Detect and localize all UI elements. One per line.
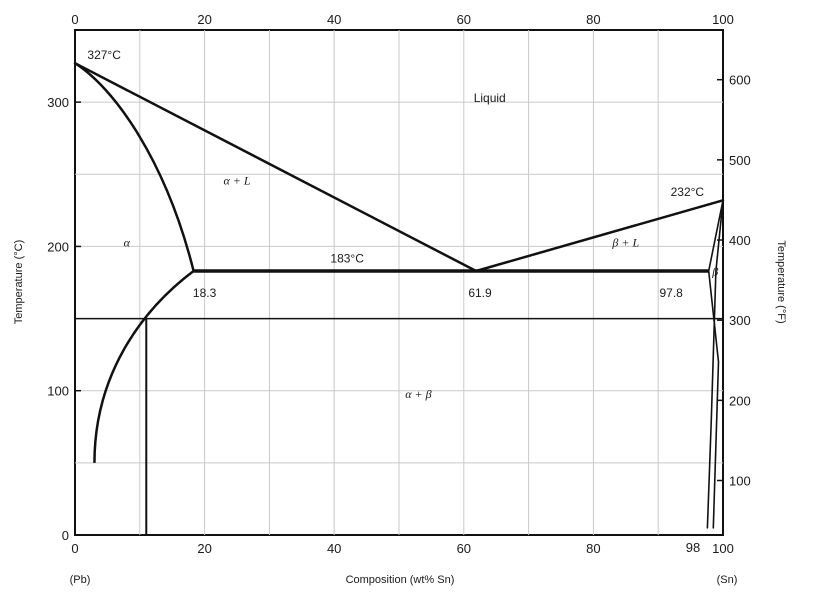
region-label: α + β bbox=[405, 386, 432, 401]
top-x-tick-label: 80 bbox=[586, 12, 601, 27]
x-left-end-label: (Pb) bbox=[69, 574, 91, 586]
bottom-extra-label: 98 bbox=[685, 540, 701, 555]
y-right-tick-label: 200 bbox=[729, 393, 751, 409]
x-right-end-label: (Sn) bbox=[716, 574, 738, 586]
x-tick-label: 0 bbox=[71, 541, 79, 556]
x-tick-label: 60 bbox=[456, 541, 472, 556]
y-tick-label: 200 bbox=[47, 239, 69, 255]
y-right-tick-label: 600 bbox=[729, 72, 751, 88]
x-axis-title: Composition (wt% Sn) bbox=[345, 574, 455, 586]
top-x-tick-label: 40 bbox=[326, 12, 342, 27]
x-tick-label: 40 bbox=[326, 541, 342, 556]
region-label: β + L bbox=[612, 235, 640, 250]
region-label: β bbox=[712, 264, 719, 279]
y-right-tick-label: 300 bbox=[729, 313, 751, 329]
region-label: α bbox=[123, 235, 130, 250]
x-tick-label: 20 bbox=[197, 541, 212, 556]
region-label: α + L bbox=[223, 173, 251, 188]
top-x-tick-label: 100 bbox=[712, 12, 734, 27]
top-x-tick-label: 0 bbox=[71, 12, 79, 27]
top-x-tick-label: 60 bbox=[456, 12, 472, 27]
region-label: Liquid bbox=[473, 91, 506, 106]
region-labels bbox=[87, 48, 718, 401]
y-tick-label: 100 bbox=[47, 383, 69, 399]
y-tick-label: 0 bbox=[61, 528, 69, 543]
alpha-solvus-line bbox=[94, 271, 193, 463]
y-tick-label: 300 bbox=[47, 95, 69, 111]
annotation-label: 18.3 bbox=[192, 285, 217, 300]
x-tick-label: 80 bbox=[586, 541, 601, 556]
annotation-label: 327°C bbox=[87, 47, 121, 62]
annotation-label: 61.9 bbox=[468, 285, 492, 300]
annotation-label: 183°C bbox=[330, 251, 364, 266]
top-x-tick-label: 20 bbox=[197, 12, 212, 27]
annotation-label: 232°C bbox=[670, 184, 705, 199]
y-right-tick-label: 400 bbox=[729, 233, 751, 249]
y-axis-left-title: Temperature (°C) bbox=[13, 239, 25, 325]
y-right-tick-label: 100 bbox=[729, 473, 751, 489]
annotation-label: 97.8 bbox=[659, 285, 683, 300]
y-axis-right-title: Temperature (°F) bbox=[775, 240, 787, 324]
grid bbox=[75, 30, 723, 535]
beta-boundary-line bbox=[709, 200, 723, 528]
y-right-tick-label: 500 bbox=[729, 152, 751, 168]
x-tick-label: 100 bbox=[712, 541, 734, 556]
